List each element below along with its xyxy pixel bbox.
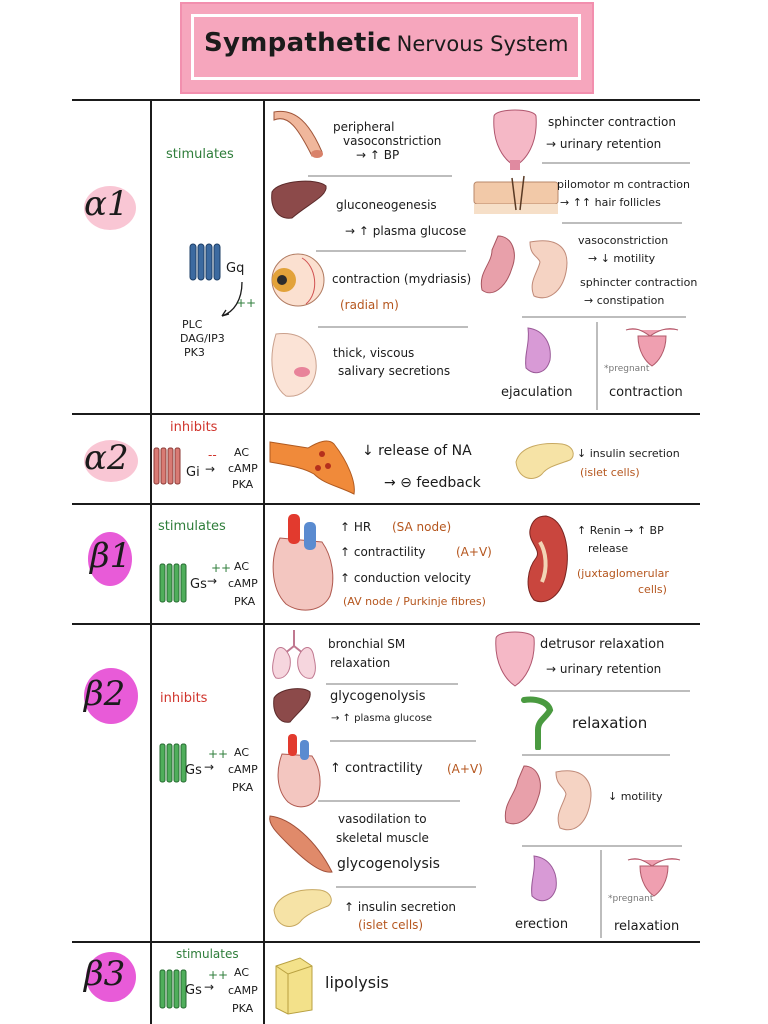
- alpha2-pathway-2: cAMP: [228, 462, 258, 475]
- a1-ejaculation: ejaculation: [501, 385, 573, 400]
- a1-eye-line1: contraction (mydriasis): [332, 272, 472, 286]
- beta2-label: β2: [84, 674, 126, 714]
- b2-heart-line1: ↑ contractility: [330, 761, 423, 776]
- row-divider: [72, 413, 700, 415]
- b1-kidney-line2: release: [588, 542, 629, 555]
- skin-hair-follicle-icon: [472, 170, 562, 224]
- arrow-icon: →: [205, 462, 216, 476]
- row-divider: [72, 99, 700, 101]
- title-main: Sympathetic: [204, 28, 392, 58]
- pancreas-icon: [270, 886, 336, 936]
- b1-heart-line2: (SA node): [392, 520, 452, 534]
- separator: [600, 850, 602, 938]
- b1-heart-line6: (AV node / Purkinje fibres): [343, 595, 486, 608]
- b2-lungs-line1: bronchial SM: [328, 637, 406, 651]
- liver-icon: [272, 686, 312, 732]
- lungs-icon: [270, 628, 320, 686]
- stomach-intestine-icon: [502, 762, 598, 844]
- a2-pancreas-line2: (islet cells): [580, 466, 640, 479]
- a1-liver-line2: → ↑ plasma glucose: [345, 224, 467, 238]
- a1-vessel-line3: → ↑ BP: [356, 148, 400, 162]
- a1-gut-line3: sphincter contraction: [580, 276, 698, 289]
- alpha1-pathway-3: PK3: [184, 346, 205, 359]
- beta1-pathway-1: AC: [234, 560, 250, 573]
- beta2-plus: ++: [208, 747, 229, 761]
- beta3-pathway-3: PKA: [232, 1002, 254, 1015]
- separator: [542, 162, 690, 164]
- separator: [326, 683, 458, 685]
- alpha1-action: stimulates: [166, 147, 234, 162]
- separator: [318, 326, 468, 328]
- b2-lungs-line2: relaxation: [330, 656, 391, 670]
- bladder-icon: [490, 104, 540, 174]
- beta1-pathway-2: cAMP: [228, 577, 258, 590]
- a1-uterus: contraction: [609, 385, 683, 400]
- a1-gut-line4: → constipation: [584, 294, 665, 307]
- a1-bladder-line2: → urinary retention: [546, 137, 662, 151]
- alpha1-g-protein: Gq: [226, 261, 245, 276]
- presynaptic-neuron-icon: [268, 422, 358, 502]
- pancreas-icon: [512, 440, 578, 488]
- a1-skin-line2: → ↑↑ hair follicles: [560, 196, 661, 209]
- beta2-pathway-2: cAMP: [228, 763, 258, 776]
- kidney-icon: [522, 512, 572, 612]
- beta2-g-protein: Gs: [185, 763, 202, 778]
- a1-uterus-note: *pregnant: [604, 364, 650, 374]
- bladder-icon: [490, 628, 540, 694]
- a2-pancreas-line1: ↓ insulin secretion: [577, 447, 680, 460]
- a1-vessel-line2: vasoconstriction: [343, 134, 442, 148]
- b1-heart-line4: (A+V): [456, 545, 492, 559]
- beta3-action: stimulates: [176, 947, 239, 961]
- a1-bladder-line1: sphincter contraction: [548, 115, 676, 129]
- alpha2-pathway-3: PKA: [232, 478, 254, 491]
- separator: [562, 222, 682, 224]
- beta2-action: inhibits: [160, 691, 208, 706]
- beta3-label: β3: [84, 954, 126, 994]
- separator: [530, 690, 690, 692]
- gpcr-receptor-icon: [158, 560, 188, 610]
- beta1-action: stimulates: [158, 519, 226, 534]
- b1-kidney-line3: (juxtaglomerular: [577, 567, 669, 580]
- a2-neuron-line2: → ⊖ feedback: [384, 475, 481, 491]
- b2-bladder-line2: → urinary retention: [546, 662, 662, 676]
- beta3-g-protein: Gs: [185, 983, 202, 998]
- liver-icon: [268, 178, 330, 228]
- separator: [522, 316, 686, 318]
- b2-erection: erection: [515, 917, 569, 932]
- gpcr-receptor-icon: [158, 740, 188, 790]
- heart-icon: [266, 508, 338, 620]
- row-divider: [72, 503, 700, 505]
- arrow-icon: →: [204, 760, 215, 774]
- beta1-label: β1: [90, 536, 132, 576]
- row-divider: [72, 941, 700, 943]
- b2-gallbladder: relaxation: [572, 714, 648, 732]
- page-title: [204, 28, 568, 58]
- face-salivary-icon: [266, 330, 326, 406]
- b2-liver-line1: glycogenolysis: [330, 689, 426, 704]
- separator: [522, 845, 682, 847]
- title-sub: Nervous System: [396, 32, 569, 56]
- alpha2-g-protein: Gi: [186, 465, 200, 480]
- beta1-pathway-3: PKA: [234, 595, 256, 608]
- b2-pancreas-line1: ↑ insulin secretion: [344, 900, 457, 914]
- alpha1-pathway-1: PLC: [182, 318, 203, 331]
- separator: [522, 754, 670, 756]
- male-reproductive-icon: [526, 852, 572, 912]
- column-divider: [150, 99, 152, 1024]
- beta3-pathway-1: AC: [234, 966, 250, 979]
- gpcr-receptor-icon: [152, 444, 182, 492]
- beta2-pathway-3: PKA: [232, 781, 254, 794]
- b2-gut: ↓ motility: [608, 790, 663, 803]
- heart-icon: [274, 732, 324, 816]
- gallbladder-icon: [516, 696, 556, 754]
- b1-heart-line1: ↑ HR: [340, 520, 372, 534]
- alpha2-action: inhibits: [170, 420, 218, 435]
- b2-muscle-line3: glycogenolysis: [337, 856, 440, 872]
- curved-arrow-icon: [218, 280, 248, 324]
- a1-eye-line2: (radial m): [340, 298, 399, 312]
- b2-bladder-line1: detrusor relaxation: [540, 637, 665, 652]
- a1-skin-line1: pilomotor m contraction: [557, 178, 690, 191]
- alpha2-label: α2: [84, 438, 129, 478]
- stomach-intestine-icon: [478, 232, 574, 312]
- alpha2-minus: --: [208, 448, 217, 462]
- a1-gut-line1: vasoconstriction: [578, 234, 669, 247]
- alpha1-label: α1: [84, 184, 129, 224]
- beta1-g-protein: Gs: [190, 577, 207, 592]
- alpha1-plus: ++: [236, 296, 257, 310]
- male-reproductive-icon: [520, 324, 566, 384]
- separator: [318, 800, 460, 802]
- beta2-pathway-1: AC: [234, 746, 250, 759]
- b2-liver-line2: → ↑ plasma glucose: [331, 713, 433, 724]
- separator: [330, 740, 476, 742]
- arrow-icon: →: [207, 574, 218, 588]
- b2-muscle-line2: skeletal muscle: [336, 831, 429, 845]
- b2-pancreas-line2: (islet cells): [358, 918, 424, 932]
- a1-saliva-line1: thick, viscous: [333, 346, 415, 360]
- b1-kidney-line4: cells): [638, 583, 667, 596]
- b1-heart-line3: ↑ contractility: [340, 545, 426, 559]
- blood-vessel-icon: [268, 108, 328, 172]
- beta3-pathway-2: cAMP: [228, 984, 258, 997]
- a1-liver-line1: gluconeogenesis: [336, 198, 437, 212]
- b2-muscle-line1: vasodilation to: [338, 812, 427, 826]
- b2-uterus-note: *pregnant: [608, 894, 654, 904]
- b2-uterus: relaxation: [614, 919, 680, 934]
- a1-saliva-line2: salivary secretions: [338, 364, 451, 378]
- eye-icon: [266, 252, 326, 312]
- b2-heart-line2: (A+V): [447, 762, 483, 776]
- b1-heart-line5: ↑ conduction velocity: [340, 571, 471, 585]
- a1-gut-line2: → ↓ motility: [588, 252, 656, 265]
- a1-vessel-line1: peripheral: [333, 120, 395, 134]
- b3-fat: lipolysis: [325, 973, 389, 992]
- alpha1-pathway-2: DAG/IP3: [180, 332, 225, 345]
- arrow-icon: →: [204, 980, 215, 994]
- separator: [308, 175, 452, 177]
- separator: [316, 250, 466, 252]
- row-divider: [72, 623, 700, 625]
- separator: [336, 886, 476, 888]
- adipose-tissue-icon: [272, 952, 316, 1020]
- column-divider: [263, 99, 265, 1024]
- a2-neuron-line1: ↓ release of NA: [362, 443, 472, 459]
- alpha2-pathway-1: AC: [234, 446, 250, 459]
- beta3-plus: ++: [208, 968, 229, 982]
- separator: [596, 322, 598, 410]
- skeletal-muscle-icon: [266, 810, 336, 882]
- gpcr-receptor-icon: [158, 966, 188, 1016]
- beta1-plus: ++: [211, 561, 232, 575]
- b1-kidney-line1: ↑ Renin → ↑ BP: [577, 524, 664, 537]
